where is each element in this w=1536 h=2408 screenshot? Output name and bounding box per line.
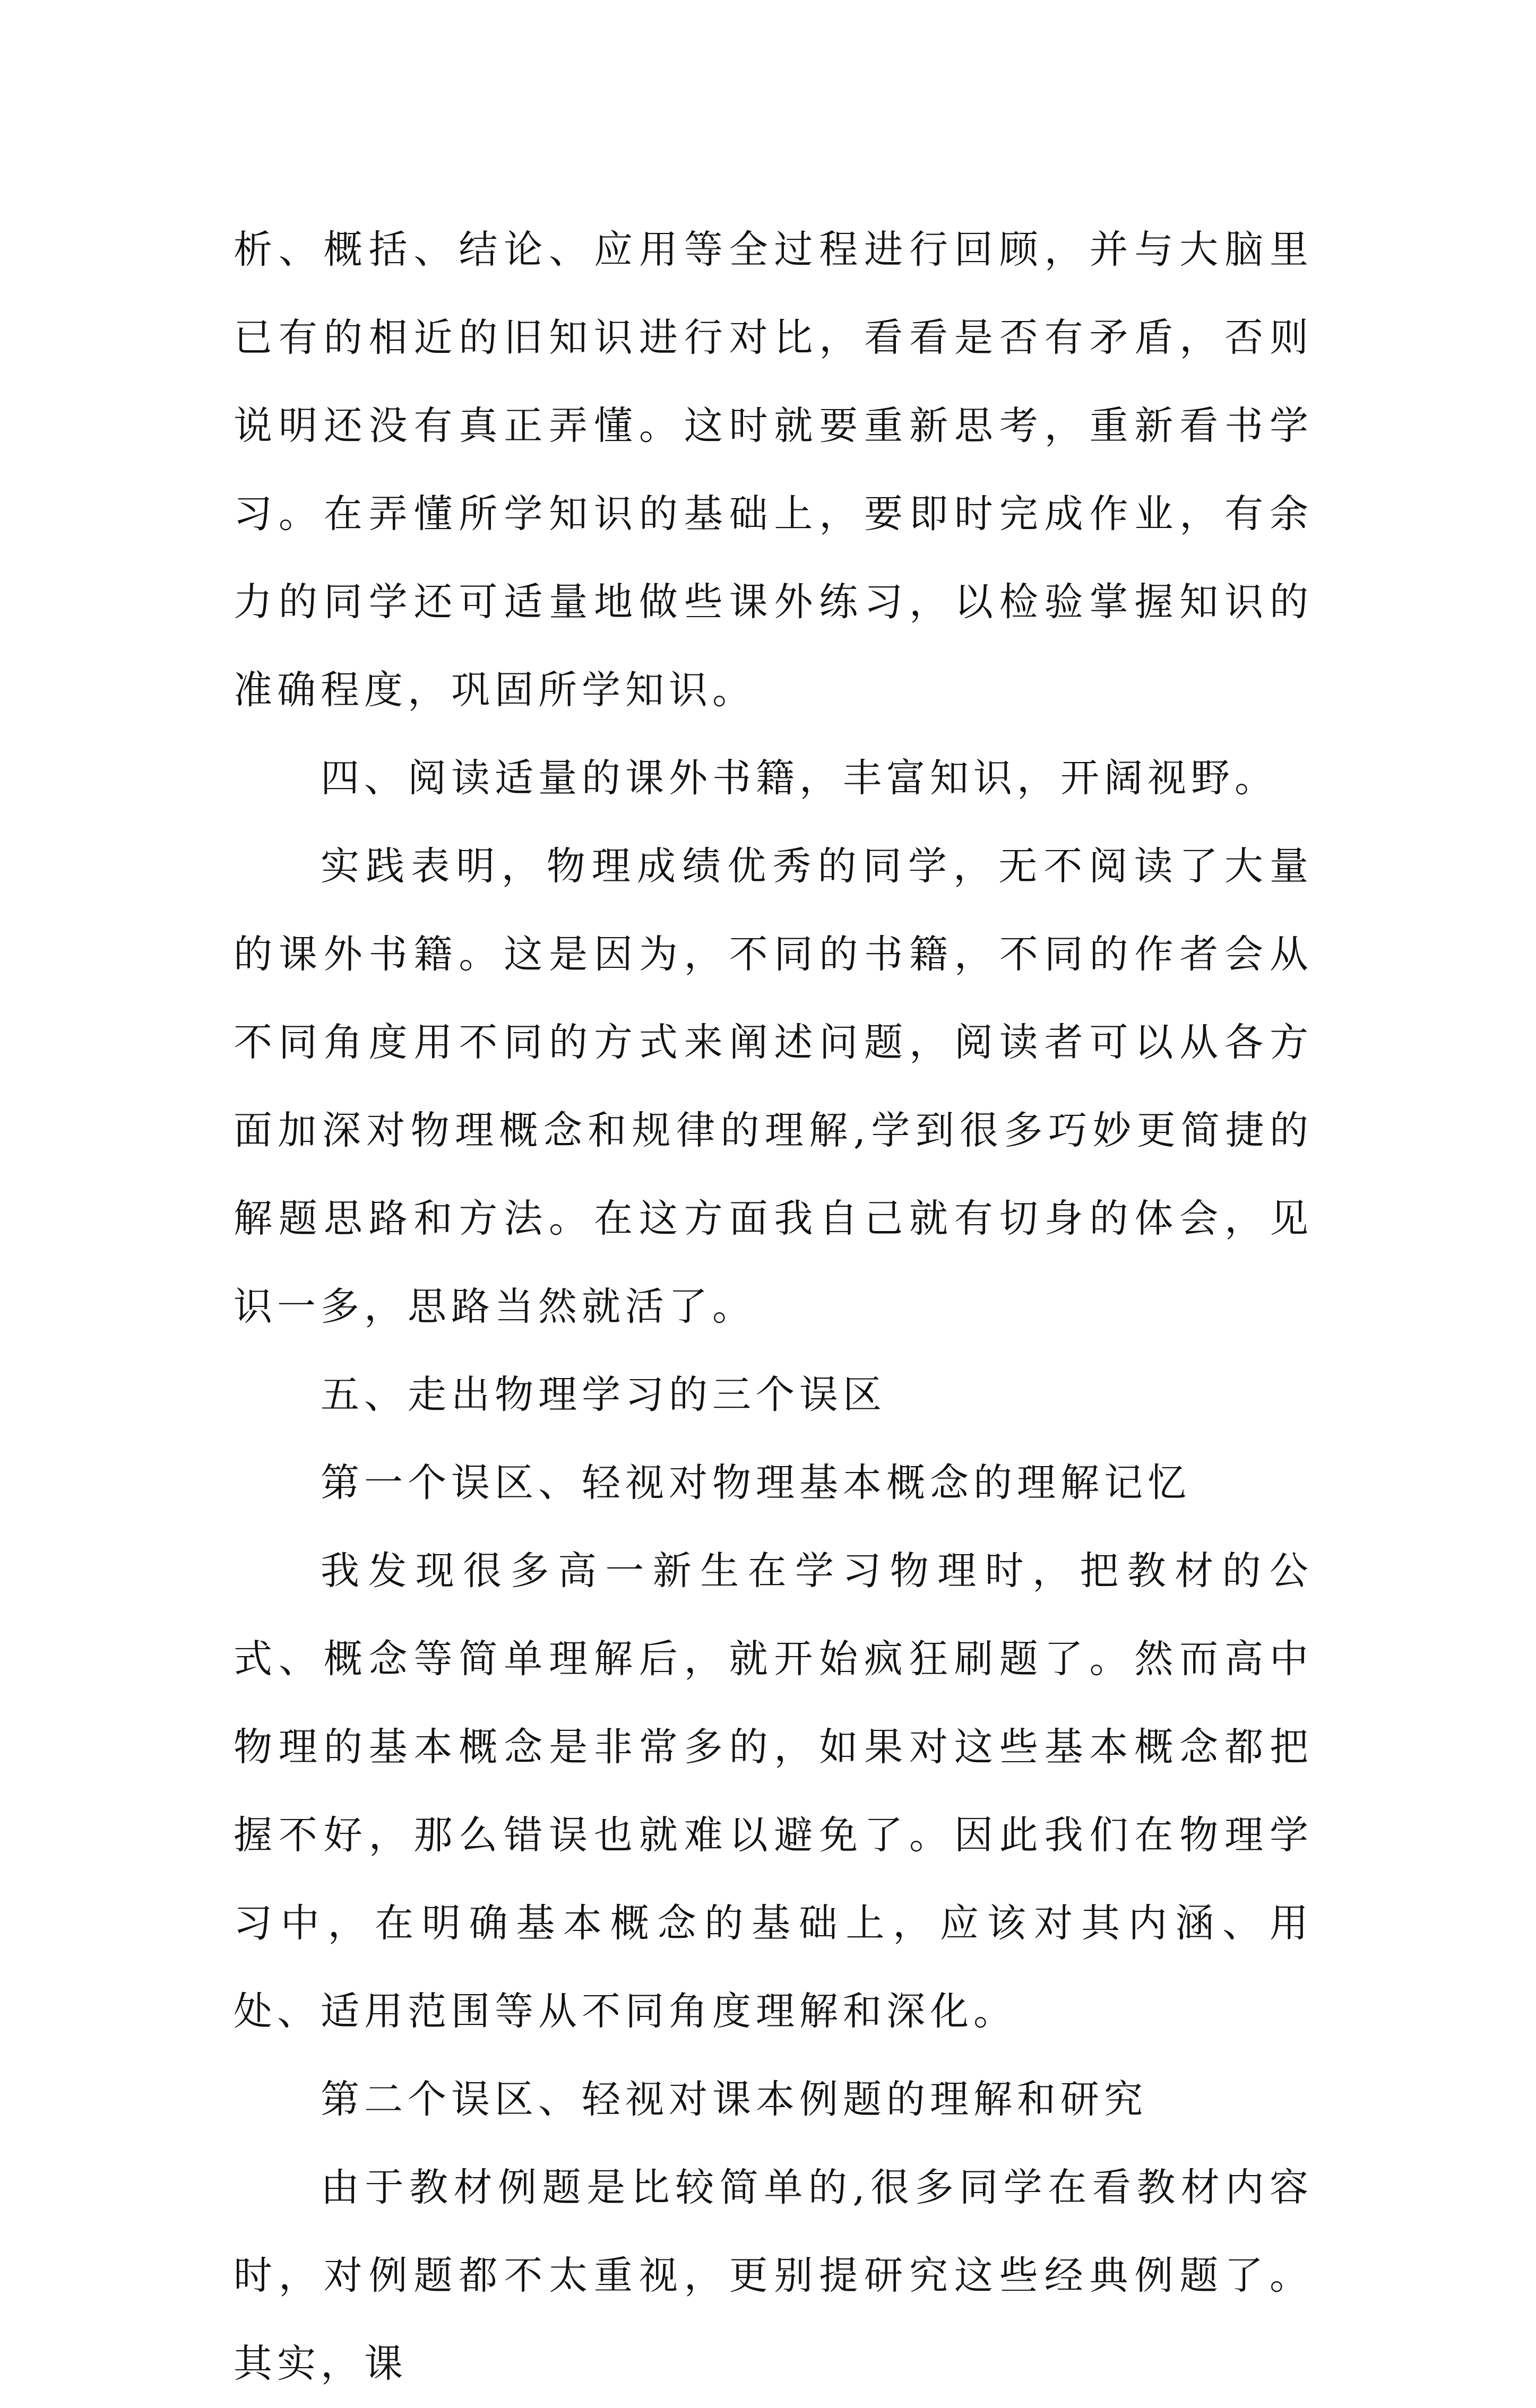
document-body (234, 206, 1313, 2408)
heading-section-four: 四、阅读适量的课外书籍，丰富知识，开阔视野。 (321, 756, 1278, 801)
heading-section-five: 五、走出物理学习的三个误区 (321, 1372, 886, 1417)
paragraph-review-continuation: 析、概括、结论、应用等全过程进行回顾，并与大脑里已有的相近的旧知识进行对比，看看是否有矛盾，否则说明还没有真正弄懂。这时就要重新思考，重新看书学习。在弄懂所学知识的基础上，要即时完成作业，有余力的同学还可适量地做些课外练习，以检验掌握知识的准确程度，巩固所学知识。 (234, 227, 1313, 713)
paragraph-first-misconception: 我发现很多高一新生在学习物理时，把教材的公式、概念等简单理解后，就开始疯狂刷题了。然而高中物理的基本概念是非常多的，如果对这些基本概念都把握不好，那么错误也就难以避免了。因此我们在物理学习中，在明确基本概念的基础上，应该对其内涵、用处、适用范围等从不同角度理解和深化。 (234, 1548, 1313, 2034)
paragraph-extracurricular-reading: 实践表明，物理成绩优秀的同学，无不阅读了大量的课外书籍。这是因为，不同的书籍，不同的作者会从不同角度用不同的方式来阐述问题，阅读者可以从各方面加深对物理概念和规律的理解,学到很多巧妙更简捷的解题思路和方法。在这方面我自己就有切身的体会，见识一多，思路当然就活了。 (234, 844, 1313, 1329)
paragraph-second-misconception: 由于教材例题是比较简单的,很多同学在看教材内容时，对例题都不太重视，更别提研究这些经典例题了。其实，课 (234, 2165, 1313, 2386)
subheading-first-misconception: 第一个误区、轻视对物理基本概念的理解记忆 (321, 1460, 1191, 1505)
subheading-second-misconception: 第二个误区、轻视对课本例题的理解和研究 (321, 2077, 1147, 2122)
